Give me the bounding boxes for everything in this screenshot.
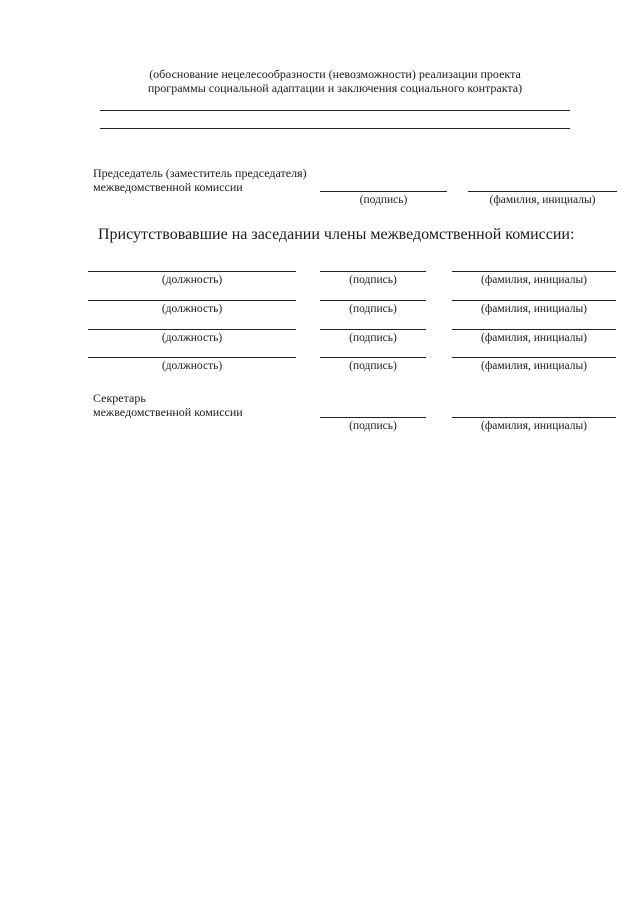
member-position-line (88, 357, 296, 358)
member-position-caption: (должность) (161, 360, 223, 372)
member-signature-caption: (подпись) (349, 360, 397, 372)
justification-caption (100, 67, 570, 95)
members-heading: Присутствовавшие на заседании члены межведомственной комиссии: (98, 226, 575, 243)
chairman-name-line (468, 191, 617, 192)
member-signature-caption: (подпись) (349, 274, 397, 286)
member-name-caption: (фамилия, инициалы) (480, 360, 588, 372)
member-signature-line (320, 329, 426, 330)
member-signature-caption: (подпись) (349, 303, 397, 315)
member-position-caption: (должность) (161, 303, 223, 315)
member-name-line (452, 357, 616, 358)
justification-fill-line-2 (100, 128, 570, 129)
secretary-title-line-2: межведомственной комиссии (93, 405, 243, 419)
member-position-caption: (должность) (161, 274, 223, 286)
justification-line-2: программы социальной адаптации и заключения социального контракта) (147, 81, 523, 95)
secretary-title-line-1: Секретарь (93, 391, 146, 405)
member-name-caption: (фамилия, инициалы) (480, 274, 588, 286)
member-name-line (452, 300, 616, 301)
member-name-line (452, 271, 616, 272)
chairman-title-line-2: межведомственной комиссии (93, 180, 243, 194)
member-name-caption: (фамилия, инициалы) (480, 332, 588, 344)
secretary-name-line (452, 417, 616, 418)
member-position-caption: (должность) (161, 332, 223, 344)
chairman-name-caption: (фамилия, инициалы) (489, 194, 596, 206)
member-signature-line (320, 357, 426, 358)
chairman-title (93, 166, 307, 194)
member-position-line (88, 329, 296, 330)
member-name-caption: (фамилия, инициалы) (480, 303, 588, 315)
justification-line-1: (обоснование нецелесообразности (невозможности) реализации проекта (149, 67, 521, 81)
member-position-line (88, 271, 296, 272)
member-name-line (452, 329, 616, 330)
member-position-line (88, 300, 296, 301)
chairman-title-line-1: Председатель (заместитель председателя) (93, 166, 307, 180)
member-signature-caption: (подпись) (349, 332, 397, 344)
justification-fill-line-1 (100, 110, 570, 111)
secretary-title (93, 391, 243, 419)
secretary-signature-caption: (подпись) (349, 420, 397, 432)
member-signature-line (320, 271, 426, 272)
member-signature-line (320, 300, 426, 301)
chairman-signature-caption: (подпись) (359, 194, 408, 206)
secretary-name-caption: (фамилия, инициалы) (480, 420, 588, 432)
chairman-signature-line (320, 191, 447, 192)
secretary-signature-line (320, 417, 426, 418)
